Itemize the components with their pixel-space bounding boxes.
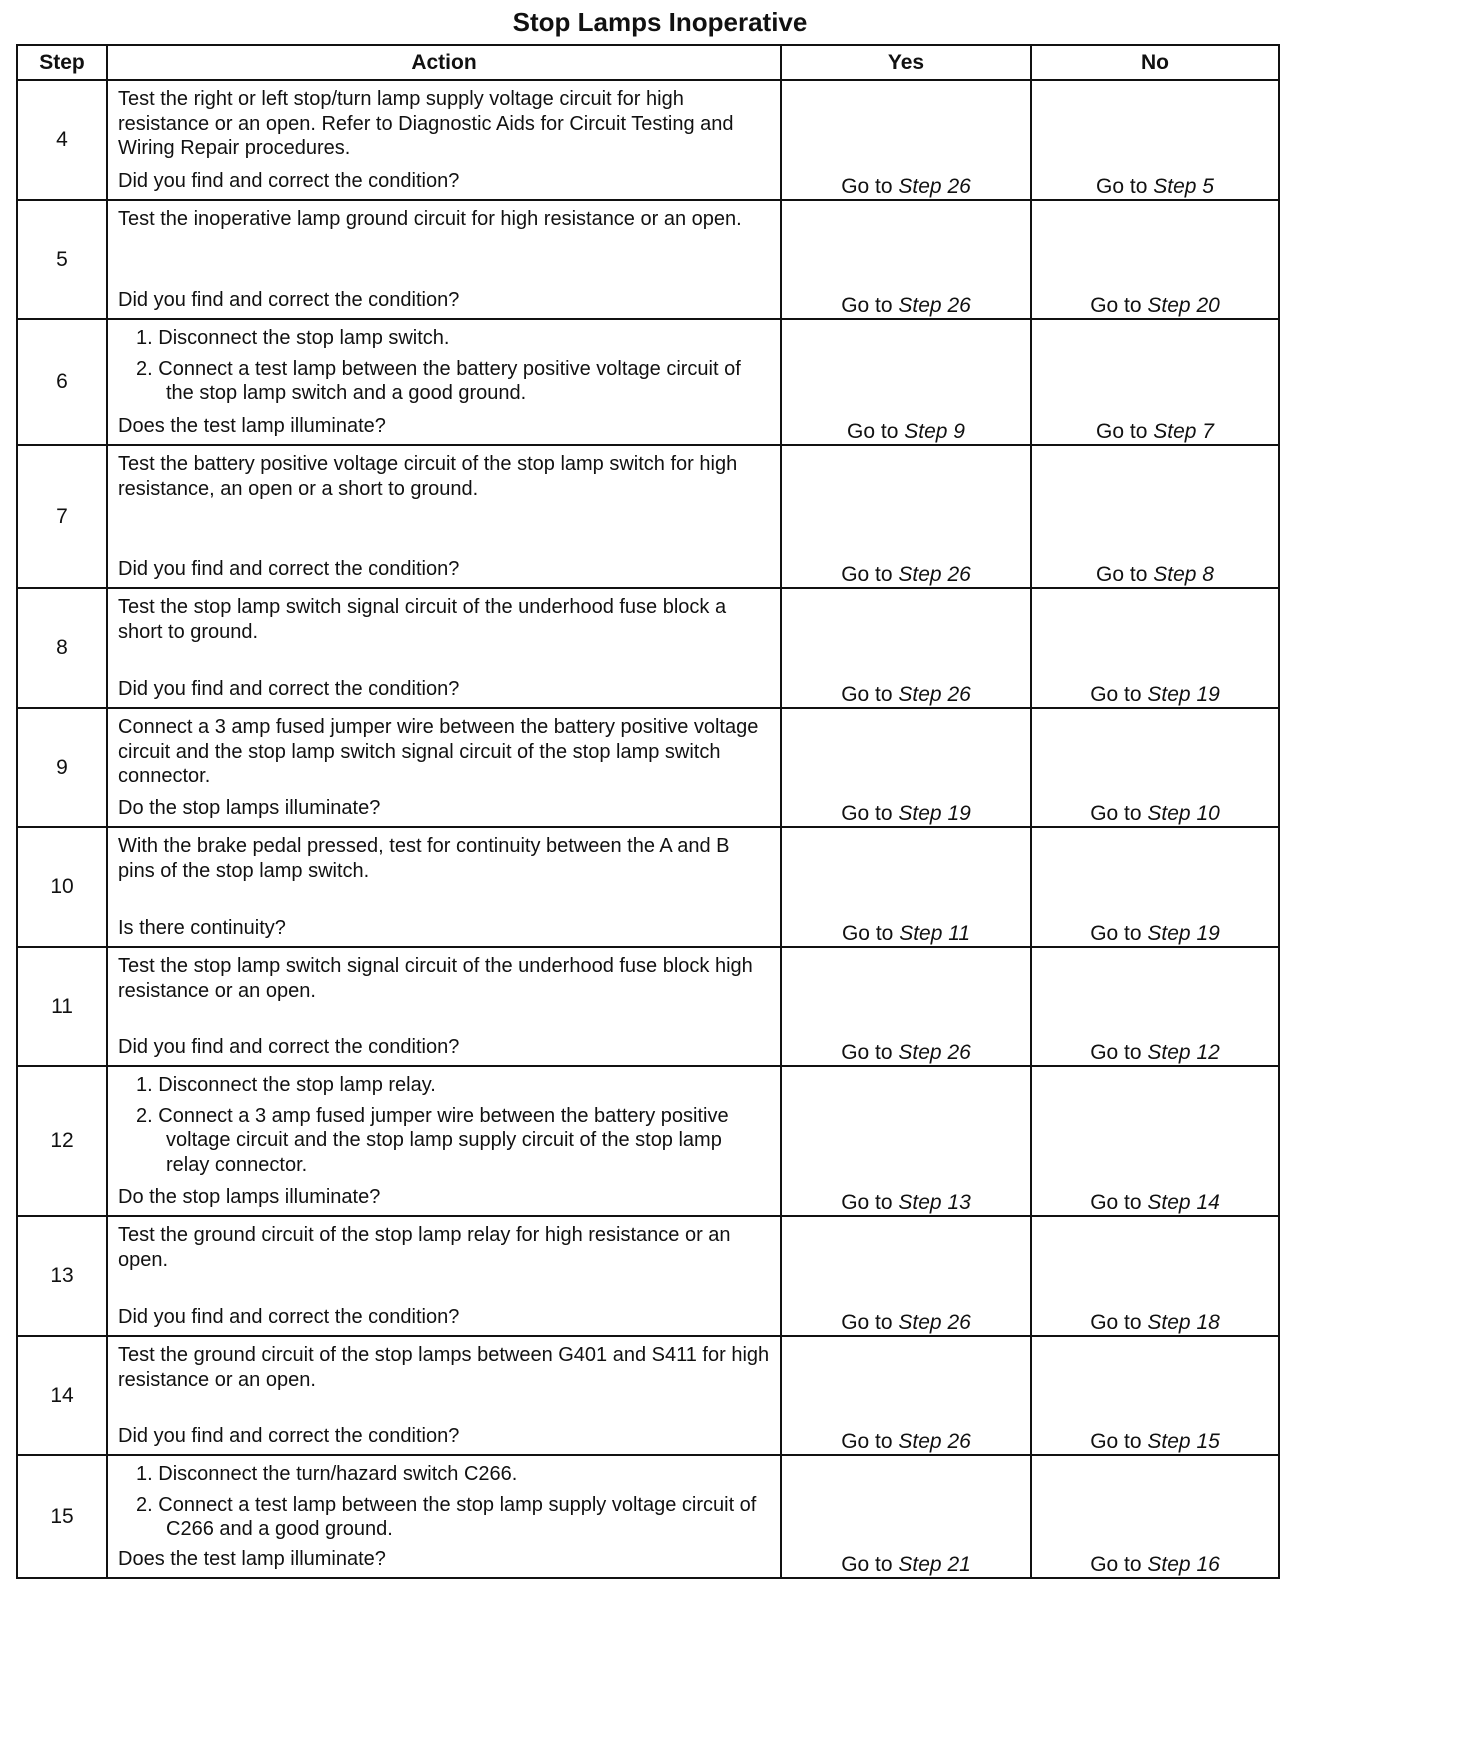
action-cell [107,445,781,588]
step-number: 14 [17,1336,107,1455]
step-number: 7 [17,445,107,588]
table-row [17,319,1279,445]
yes-cell [781,947,1031,1066]
yes-step-ref: Step 26 [898,1430,971,1453]
table-row [17,947,1279,1066]
go-to-label: Go to [841,1191,893,1214]
yes-cell [781,1216,1031,1336]
no-step-ref: Step 19 [1147,922,1220,945]
action-text: Test the ground circuit of the stop lamps between G401 and S411 for high resistance or an open. [118,1344,770,1391]
action-question: Did you find and correct the condition? [118,1305,460,1328]
step-number: 10 [17,827,107,947]
yes-step-ref: Step 19 [898,802,971,825]
table-row [17,827,1279,947]
action-question: Does the test lamp illuminate? [118,414,386,437]
no-step-ref: Step 15 [1147,1430,1220,1453]
yes-step-ref: Step 26 [898,175,971,198]
list-item: 2. Connect a test lamp between the stop lamp supply voltage circuit of C266 and a good ground. [136,1493,757,1540]
action-question: Is there continuity? [118,916,286,939]
header-row [17,45,1279,80]
yes-cell [781,319,1031,445]
step-number: 13 [17,1216,107,1336]
go-to-label: Go to [841,294,893,317]
yes-step-ref: Step 13 [898,1191,971,1214]
action-steps-list [118,326,770,406]
action-text: Test the inoperative lamp ground circuit for high resistance or an open. [118,208,742,230]
action-cell [107,827,781,947]
list-item: 1. Disconnect the stop lamp relay. [136,1074,436,1096]
table-row [17,1455,1279,1578]
no-step-ref: Step 5 [1153,175,1214,198]
yes-cell [781,1455,1031,1578]
go-to-label: Go to [1090,683,1142,706]
table-row [17,445,1279,588]
list-item-text: Connect a test lamp between the battery positive voltage circuit of the stop lamp switch and a good ground. [158,357,741,404]
no-cell [1031,1216,1279,1336]
no-cell [1031,708,1279,827]
yes-step-ref: Step 9 [904,420,965,443]
page-title: Stop Lamps Inoperative [512,7,808,37]
go-to-label: Go to [841,1553,893,1576]
no-cell [1031,80,1279,200]
list-item-text: Connect a test lamp between the stop lamp supply voltage circuit of C266 and a good ground. [158,1493,757,1540]
list-item: 1. Disconnect the stop lamp switch. [136,327,450,349]
table-row [17,1066,1279,1216]
action-question: Did you find and correct the condition? [118,557,460,580]
yes-cell [781,80,1031,200]
no-step-ref: Step 8 [1153,563,1214,586]
go-to-label: Go to [1090,1430,1142,1453]
yes-step-ref: Step 26 [898,563,971,586]
action-question: Do the stop lamps illuminate? [118,1185,381,1208]
action-cell [107,1455,781,1578]
action-text: Test the stop lamp switch signal circuit of the underhood fuse block high resistance or an open. [118,955,753,1002]
step-number: 15 [17,1455,107,1578]
no-cell [1031,1066,1279,1216]
action-question: Does the test lamp illuminate? [118,1547,386,1570]
list-item: 2. Connect a test lamp between the battery positive voltage circuit of the stop lamp switch and a good ground. [136,357,741,404]
yes-step-ref: Step 26 [898,294,971,317]
action-cell [107,1336,781,1455]
action-steps-list [118,1073,770,1177]
action-cell [107,708,781,827]
go-to-label: Go to [841,683,893,706]
action-question: Did you find and correct the condition? [118,169,460,192]
no-cell [1031,947,1279,1066]
action-text: Test the right or left stop/turn lamp supply voltage circuit for high resistance or an open. Refer to Diagnostic Aids for Circuit Testing and Wiring Repair procedures. [118,88,734,159]
step-number: 6 [17,319,107,445]
step-number: 9 [17,708,107,827]
no-cell [1031,827,1279,947]
no-step-ref: Step 19 [1147,683,1220,706]
yes-step-ref: Step 11 [899,922,971,945]
step-number: 11 [17,947,107,1066]
list-item-text: Connect a 3 amp fused jumper wire between the battery positive voltage circuit and the stop lamp supply circuit of the stop lamp relay connector. [158,1104,729,1176]
action-question: Did you find and correct the condition? [118,1424,460,1447]
table-row [17,80,1279,200]
list-item-text: Disconnect the stop lamp relay. [158,1074,436,1096]
go-to-label: Go to [1096,420,1148,443]
action-text: Test the stop lamp switch signal circuit of the underhood fuse block a short to ground. [118,596,727,643]
no-cell [1031,445,1279,588]
yes-cell [781,445,1031,588]
no-cell [1031,588,1279,708]
action-text: Connect a 3 amp fused jumper wire between the battery positive voltage circuit and the stop lamp switch signal circuit of the stop lamp switch connector. [118,716,759,787]
yes-step-ref: Step 26 [898,683,971,706]
go-to-label: Go to [841,922,894,945]
yes-step-ref: Step 26 [898,1311,971,1334]
go-to-label: Go to [1090,294,1142,317]
no-cell [1031,319,1279,445]
no-step-ref: Step 20 [1147,294,1220,317]
action-cell [107,200,781,319]
go-to-label: Go to [1090,1553,1142,1576]
yes-cell [781,200,1031,319]
go-to-label: Go to [1090,1041,1142,1064]
go-to-label: Go to [841,1430,893,1453]
no-cell [1031,1455,1279,1578]
action-question: Did you find and correct the condition? [118,288,460,311]
action-question: Do the stop lamps illuminate? [118,796,381,819]
yes-cell [781,1336,1031,1455]
yes-cell [781,588,1031,708]
list-item: 1. Disconnect the turn/hazard switch C266. [136,1463,518,1485]
no-step-ref: Step 10 [1147,802,1220,825]
no-step-ref: Step 14 [1147,1191,1220,1214]
go-to-label: Go to [1090,1311,1142,1334]
action-question: Did you find and correct the condition? [118,677,460,700]
no-cell [1031,200,1279,319]
header-yes: Yes [781,45,1031,80]
go-to-label: Go to [1090,1191,1142,1214]
no-step-ref: Step 16 [1147,1553,1220,1576]
yes-cell [781,827,1031,947]
table-row [17,1216,1279,1336]
list-item-text: Disconnect the turn/hazard switch C266. [158,1463,518,1485]
list-item-text: Disconnect the stop lamp switch. [158,327,450,349]
list-item: 2. Connect a 3 amp fused jumper wire between the battery positive voltage circuit and the stop lamp supply circuit of the stop lamp relay connector. [136,1104,729,1176]
action-text: Test the ground circuit of the stop lamp relay for high resistance or an open. [118,1224,731,1271]
action-question: Did you find and correct the condition? [118,1035,460,1058]
yes-cell [781,708,1031,827]
go-to-label: Go to [841,563,893,586]
go-to-label: Go to [841,175,893,198]
table-row [17,708,1279,827]
action-cell [107,80,781,200]
go-to-label: Go to [1090,802,1142,825]
action-cell [107,1066,781,1216]
go-to-label: Go to [841,1041,893,1064]
header-action: Action [107,45,781,80]
no-step-ref: Step 12 [1147,1041,1220,1064]
step-number: 4 [17,80,107,200]
action-text: With the brake pedal pressed, test for continuity between the A and B pins of the stop lamp switch. [118,835,730,882]
action-cell [107,947,781,1066]
header-no: No [1031,45,1279,80]
action-cell [107,1216,781,1336]
go-to-label: Go to [841,1311,893,1334]
action-text: Test the battery positive voltage circuit of the stop lamp switch for high resistance, an open or a short to ground. [118,453,738,500]
action-steps-list [118,1462,770,1542]
action-cell [107,588,781,708]
step-number: 12 [17,1066,107,1216]
yes-step-ref: Step 21 [898,1553,971,1576]
go-to-label: Go to [847,420,899,443]
diagnostic-table [16,44,1280,1579]
step-number: 5 [17,200,107,319]
header-step: Step [17,45,107,80]
go-to-label: Go to [1096,563,1148,586]
no-cell [1031,1336,1279,1455]
step-number: 8 [17,588,107,708]
yes-cell [781,1066,1031,1216]
table-row [17,588,1279,708]
no-step-ref: Step 18 [1147,1311,1220,1334]
go-to-label: Go to [841,802,893,825]
yes-step-ref: Step 26 [898,1041,971,1064]
table-row [17,1336,1279,1455]
go-to-label: Go to [1096,175,1148,198]
table-row [17,200,1279,319]
action-cell [107,319,781,445]
go-to-label: Go to [1090,922,1142,945]
no-step-ref: Step 7 [1153,420,1214,443]
